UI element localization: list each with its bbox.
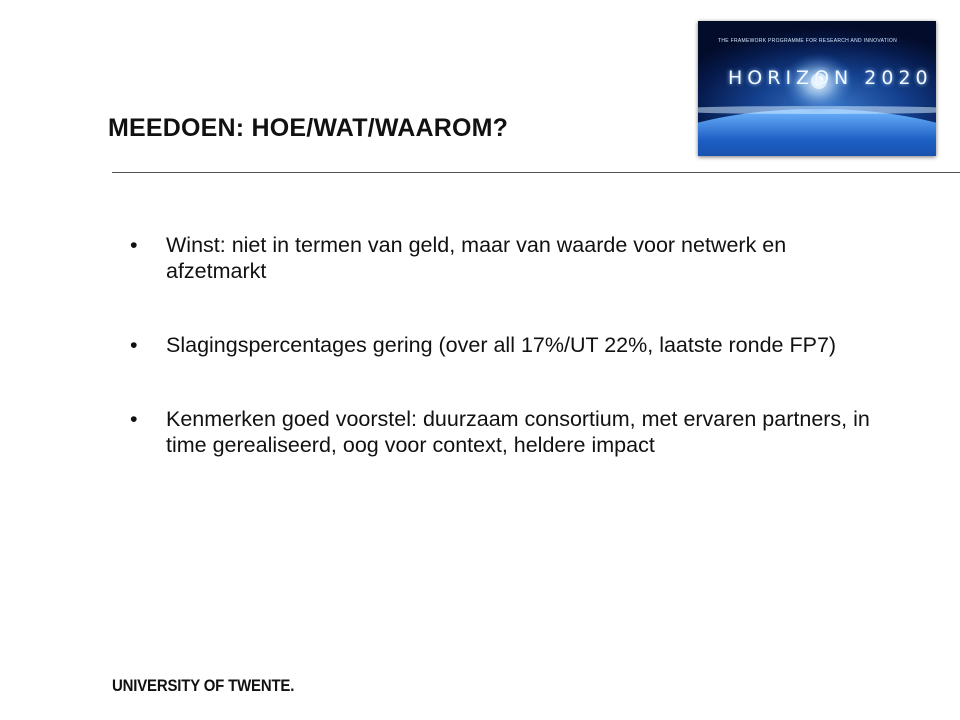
bullet-list xyxy=(130,232,870,506)
title-divider xyxy=(112,172,960,173)
bullet-marker: • xyxy=(130,333,138,357)
bullet-marker: • xyxy=(130,407,138,431)
bullet-marker: • xyxy=(130,233,138,257)
slide-title: MEEDOEN: HOE/WAT/WAAROM? xyxy=(108,114,509,142)
horizon-2020-banner xyxy=(698,21,936,156)
university-of-twente-logo: UNIVERSITY OF TWENTE. xyxy=(112,676,295,695)
bullet-text: Winst: niet in termen van geld, maar van waarde voor netwerk en afzetmarkt xyxy=(166,233,787,283)
bullet-text: Kenmerken goed voorstel: duurzaam consortium, met ervaren partners, in time gerealiseerd, oog voor context, heldere impact xyxy=(166,407,870,457)
bullet-item xyxy=(130,232,870,284)
bullet-item xyxy=(130,332,870,358)
horizon-2020-logo-text: HORIZON 2020 xyxy=(728,67,933,89)
bullet-text: Slagingspercentages gering (over all 17%/UT 22%, laatste ronde FP7) xyxy=(166,333,837,357)
bullet-item xyxy=(130,406,870,458)
banner-subtitle: THE FRAMEWORK PROGRAMME FOR RESEARCH AND INNOVATION xyxy=(718,38,898,44)
